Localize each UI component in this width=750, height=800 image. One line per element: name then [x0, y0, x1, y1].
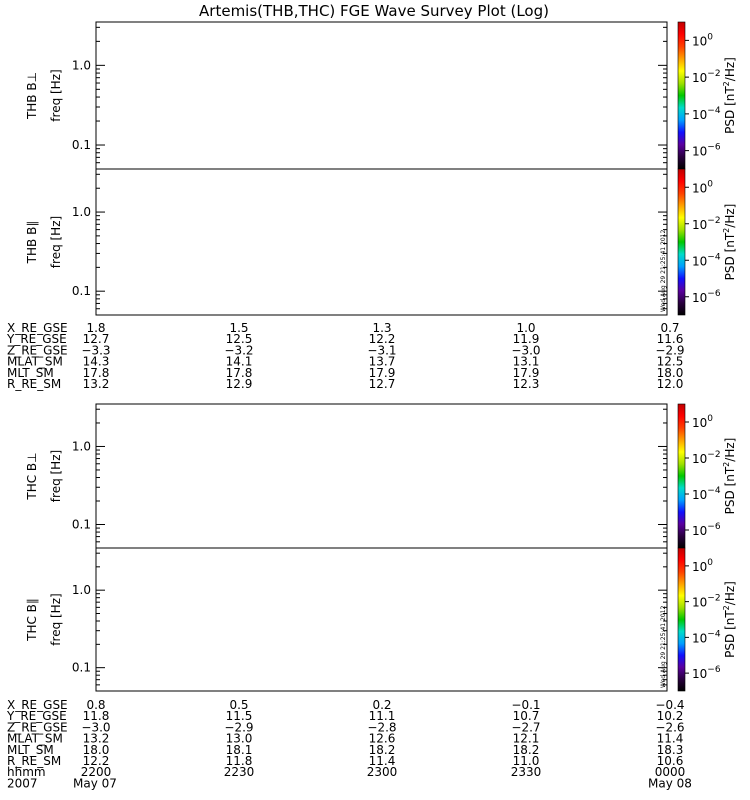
ephemeris-value: 1.0: [516, 321, 536, 335]
ephemeris-value: −0.1: [511, 698, 541, 712]
ephemeris-value: 12.9: [225, 377, 253, 391]
ephemeris-value: 18.1: [225, 742, 253, 757]
ephemeris-value: 10.7: [512, 709, 540, 724]
y-tick-label: 1.0: [71, 439, 91, 454]
ephemeris-row-label: hhmm: [7, 765, 46, 780]
ephemeris-block-2: [6, 698, 685, 779]
ephemeris-value: 0.2: [372, 698, 392, 712]
ephemeris-value: −2.9: [655, 343, 685, 358]
ephemeris-value: 14.1: [225, 354, 253, 369]
colorbar-gradient: [678, 404, 685, 548]
colorbar-tick-label: $10^0$: [692, 32, 714, 49]
ephemeris-row-label: MLT_SM: [7, 365, 54, 380]
panel-label: THB B∥: [25, 220, 39, 264]
colorbar-tick-label: $10^0$: [692, 179, 714, 196]
ephemeris-value: 11.5: [225, 709, 253, 724]
colorbar-tick-label: $10^{-6}$: [692, 288, 721, 305]
ephemeris-value: 1.5: [229, 321, 249, 335]
ephemeris-row-label: MLAT_SM: [7, 354, 63, 369]
ephemeris-value: 14.3: [82, 354, 110, 369]
colorbar-label: PSD $[nT^2/Hz]$: [722, 437, 737, 515]
ephemeris-value: 1.3: [372, 321, 392, 335]
panel-thb-0: [25, 22, 737, 169]
ephemeris-value: 18.2: [368, 742, 396, 757]
colorbar-tick-label: $10^{-4}$: [692, 629, 721, 646]
ephemeris-value: 11.8: [82, 709, 110, 724]
colorbar-tick-label: $10^{-4}$: [692, 486, 721, 502]
ephemeris-value: 12.0: [656, 377, 684, 391]
colorbar-label: PSD $[nT^2/Hz]$: [722, 581, 737, 658]
ephemeris-value: 0.7: [660, 321, 680, 335]
ephemeris-value: 18.2: [512, 742, 540, 757]
figure-title: Artemis(THB,THC) FGE Wave Survey Plot (Log): [199, 2, 549, 20]
ephemeris-value: 12.6: [368, 731, 396, 746]
ephemeris-value: 12.2: [368, 332, 396, 347]
panel-frame: [96, 548, 667, 691]
ephemeris-value: −2.8: [367, 720, 397, 735]
ephemeris-value: 10.2: [656, 709, 684, 724]
ephemeris-value: 18.0: [82, 742, 110, 757]
ephemeris-value: 11.4: [368, 754, 396, 768]
colorbar-tick-label: $10^{-4}$: [692, 252, 721, 269]
ephemeris-value: 18.0: [656, 365, 684, 380]
colorbar-gradient: [678, 169, 685, 315]
ephemeris-row-label: X_RE_GSE: [7, 698, 68, 712]
ephemeris-value: 13.2: [82, 377, 110, 391]
ephemeris-value: 17.9: [512, 365, 540, 380]
ephemeris-row-label: Y_RE_GSE: [7, 709, 67, 724]
ephemeris-value: 17.9: [368, 365, 396, 380]
date-end: May 08: [648, 776, 692, 791]
ephemeris-value: 10.6: [656, 754, 684, 768]
ephemeris-value: 13.0: [225, 731, 253, 746]
ephemeris-row-label: Z_RE_GSE: [7, 343, 68, 358]
colorbar-label: PSD $[nT^2/Hz]$: [722, 203, 737, 281]
panel-frame: [96, 22, 667, 169]
y-axis-label: freq [Hz]: [49, 593, 63, 646]
ephemeris-value: 11.8: [225, 754, 253, 768]
y-tick-label: 0.1: [71, 284, 91, 299]
panel-label: THC B∥: [25, 598, 39, 641]
ephemeris-value: 12.5: [656, 354, 684, 369]
colorbar-tick-label: $10^{-2}$: [692, 215, 721, 232]
y-tick-label: 0.1: [71, 138, 91, 153]
ephemeris-value: 2300: [366, 765, 398, 780]
ephemeris-value: 12.2: [82, 754, 110, 768]
ephemeris-value: 12.7: [368, 377, 396, 391]
ephemeris-value: 11.0: [512, 754, 540, 768]
ephemeris-value: 12.1: [512, 731, 540, 746]
y-tick-label: 1.0: [71, 583, 91, 598]
colorbar-tick-label: $10^{-2}$: [692, 69, 721, 86]
ephemeris-value: 12.7: [82, 332, 110, 347]
ephemeris-value: −2.9: [224, 720, 254, 735]
ephemeris-value: 0.5: [229, 698, 249, 712]
ephemeris-value: −3.2: [224, 343, 254, 358]
panel-thc-2: [25, 404, 737, 548]
y-axis-label: freq [Hz]: [49, 69, 63, 122]
ephemeris-value: 11.4: [656, 731, 684, 746]
timestamp-stamp: Wed Aug 29 21:25:41 2012: [660, 605, 667, 688]
ephemeris-value: 11.9: [512, 332, 540, 347]
y-axis-label: freq [Hz]: [49, 449, 63, 503]
panel-frame: [96, 169, 667, 315]
colorbar: [678, 548, 737, 691]
ephemeris-value: −0.4: [655, 698, 685, 712]
ephemeris-value: −3.1: [367, 343, 397, 358]
ephemeris-value: 13.7: [368, 354, 396, 369]
panel-thc-3: [25, 548, 737, 691]
timestamp-stamp: Wed Aug 29 21:25:41 2012: [660, 229, 667, 312]
colorbar-tick-label: $10^{-2}$: [692, 450, 721, 466]
ephemeris-value: 17.8: [82, 365, 110, 380]
colorbar: [678, 404, 737, 548]
colorbar-gradient: [678, 22, 685, 169]
panel-thb-1: [25, 169, 737, 315]
date-row: [7, 776, 692, 790]
ephemeris-value: −3.0: [511, 343, 541, 358]
colorbar: [678, 169, 737, 315]
y-tick-label: 1.0: [71, 58, 91, 73]
panel-label: THC B⊥: [25, 452, 39, 500]
ephemeris-row-label: X_RE_GSE: [7, 321, 68, 335]
y-tick-label: 0.1: [71, 517, 91, 532]
ephemeris-row-label: MLT_SM: [7, 742, 54, 757]
panel-frame: [96, 404, 667, 548]
ephemeris-value: 17.8: [225, 365, 253, 380]
colorbar-tick-label: $10^{-6}$: [692, 665, 721, 682]
ephemeris-value: 0.8: [86, 698, 106, 712]
colorbar: [678, 22, 737, 169]
ephemeris-value: −2.7: [511, 720, 541, 735]
ephemeris-row-label: R_RE_SM: [7, 377, 62, 391]
ephemeris-value: 0000: [654, 765, 686, 780]
ephemeris-value: 1.8: [86, 321, 106, 335]
panel-label: THB B⊥: [25, 71, 39, 120]
y-axis-label: freq [Hz]: [49, 215, 63, 269]
colorbar-tick-label: $10^{-6}$: [692, 142, 721, 159]
y-tick-label: 0.1: [71, 660, 91, 675]
ephemeris-value: 2200: [80, 765, 112, 780]
y-tick-label: 1.0: [71, 205, 91, 220]
ephemeris-value: 12.3: [512, 377, 540, 391]
ephemeris-value: 11.6: [656, 332, 684, 347]
ephemeris-value: 13.1: [512, 354, 540, 369]
colorbar-label: PSD $[nT^2/Hz]$: [722, 57, 737, 134]
colorbar-tick-label: $10^{-6}$: [692, 522, 721, 538]
colorbar-gradient: [678, 548, 685, 691]
ephemeris-layer: [6, 321, 692, 790]
ephemeris-row-label: R_RE_SM: [7, 754, 62, 768]
colorbar-tick-label: $10^0$: [692, 557, 714, 574]
ephemeris-value: 13.2: [82, 731, 110, 746]
ephemeris-value: 2230: [223, 765, 255, 780]
ephemeris-value: −3.3: [81, 343, 111, 358]
ephemeris-value: −2.6: [655, 720, 685, 735]
ephemeris-value: −3.0: [81, 720, 111, 735]
colorbar-tick-label: $10^{-4}$: [692, 105, 721, 122]
colorbar-tick-label: $10^{-2}$: [692, 593, 721, 610]
ephemeris-value: 2330: [510, 765, 542, 780]
date-year: 2007: [7, 776, 38, 791]
ephemeris-block-1: [6, 321, 685, 391]
ephemeris-row-label: Y_RE_GSE: [7, 332, 67, 347]
colorbar-tick-label: $10^0$: [692, 414, 714, 430]
ephemeris-row-label: MLAT_SM: [7, 731, 63, 746]
ephemeris-value: 12.5: [225, 332, 253, 347]
ephemeris-row-label: Z_RE_GSE: [7, 720, 68, 735]
date-start: May 07: [73, 776, 117, 791]
ephemeris-value: 18.3: [656, 742, 684, 757]
ephemeris-value: 11.1: [368, 709, 396, 724]
